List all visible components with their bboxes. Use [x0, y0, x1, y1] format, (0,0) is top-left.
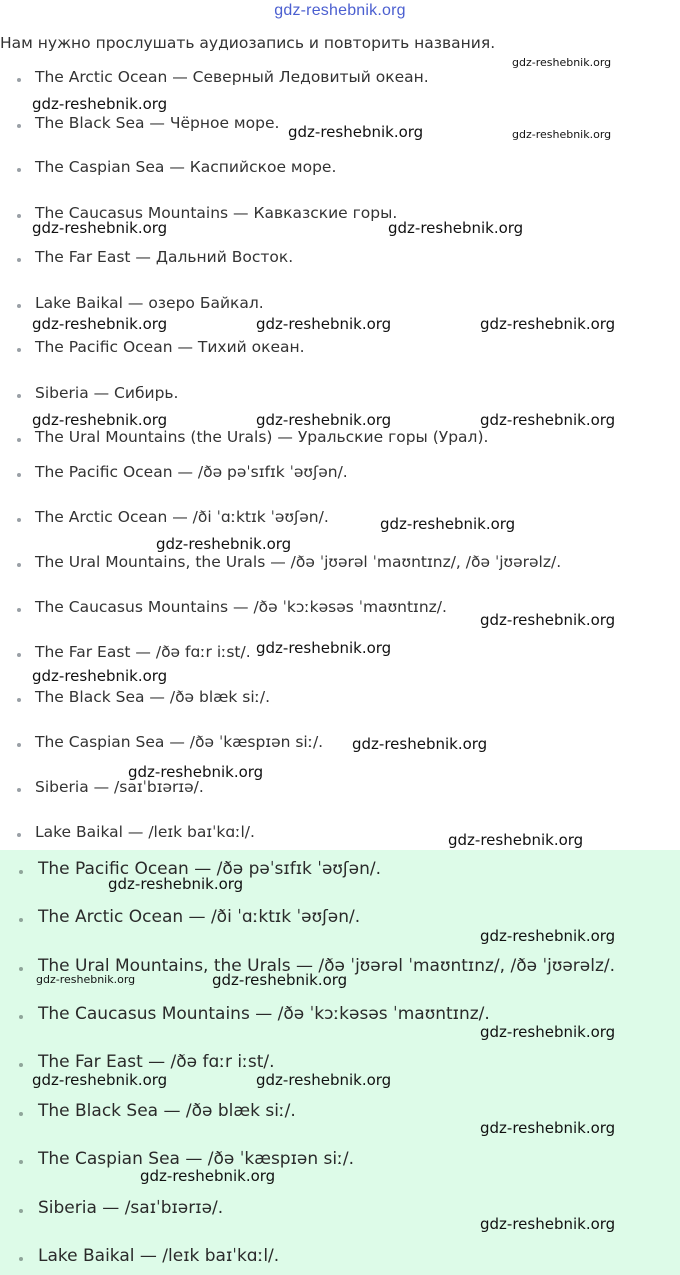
watermark: gdz-reshebnik.org [108, 875, 244, 893]
watermark: gdz-reshebnik.org [212, 971, 348, 989]
bullet-icon [19, 1063, 23, 1067]
watermark: gdz-reshebnik.org [256, 315, 392, 333]
watermark: gdz-reshebnik.org [128, 763, 264, 781]
watermark: gdz-reshebnik.org [156, 535, 292, 553]
bullet-icon [17, 608, 21, 612]
watermark: gdz-reshebnik.org [140, 1167, 276, 1185]
watermark: gdz-reshebnik.org [380, 515, 516, 533]
bullet-icon [17, 833, 21, 837]
watermark: gdz-reshebnik.org [32, 667, 168, 685]
bullet-icon [19, 1257, 23, 1261]
bullet-icon [17, 788, 21, 792]
watermark: gdz-reshebnik.org [512, 56, 612, 69]
watermark: gdz-reshebnik.org [480, 411, 616, 429]
watermark: gdz-reshebnik.org [448, 831, 584, 849]
watermark: gdz-reshebnik.org [480, 611, 616, 629]
bullet-icon [19, 1112, 23, 1116]
watermark: gdz-reshebnik.org [256, 639, 392, 657]
bullet-icon [17, 473, 21, 477]
watermark: gdz-reshebnik.org [32, 315, 168, 333]
bullet-icon [17, 304, 21, 308]
bullet-icon [19, 967, 23, 971]
bullet-icon [19, 870, 23, 874]
watermark: gdz-reshebnik.org [352, 735, 488, 753]
watermark: gdz-reshebnik.org [480, 927, 616, 945]
watermark: gdz-reshebnik.org [288, 123, 424, 141]
watermark: gdz-reshebnik.org [32, 219, 168, 237]
bullet-icon [17, 78, 21, 82]
bullet-icon [17, 214, 21, 218]
watermark: gdz-reshebnik.org [36, 973, 136, 986]
watermark: gdz-reshebnik.org [32, 95, 168, 113]
watermark: gdz-reshebnik.org [480, 1215, 616, 1233]
watermark: gdz-reshebnik.org [256, 411, 392, 429]
bullet-icon [17, 698, 21, 702]
bullet-icon [17, 258, 21, 262]
bullet-icon [17, 563, 21, 567]
watermark: gdz-reshebnik.org [388, 219, 524, 237]
bullet-icon [17, 518, 21, 522]
bullet-icon [17, 124, 21, 128]
watermark: gdz-reshebnik.org [480, 1119, 616, 1137]
watermark: gdz-reshebnik.org [32, 1071, 168, 1089]
watermark: gdz-reshebnik.org [256, 1071, 392, 1089]
bullet-icon [19, 918, 23, 922]
bullet-icon [17, 348, 21, 352]
bullet-icon [17, 394, 21, 398]
watermark: gdz-reshebnik.org [512, 128, 612, 141]
site-title[interactable]: gdz-reshebnik.org [274, 2, 406, 19]
bullet-icon [17, 438, 21, 442]
bullet-icon [19, 1015, 23, 1019]
watermark: gdz-reshebnik.org [480, 315, 616, 333]
bullet-icon [17, 168, 21, 172]
intro-text: Нам нужно прослушать аудиозапись и повторить названия. [0, 34, 496, 52]
bullet-icon [19, 1209, 23, 1213]
watermark: gdz-reshebnik.org [32, 411, 168, 429]
bullet-icon [17, 743, 21, 747]
watermark: gdz-reshebnik.org [480, 1023, 616, 1041]
bullet-icon [17, 653, 21, 657]
bullet-icon [19, 1160, 23, 1164]
